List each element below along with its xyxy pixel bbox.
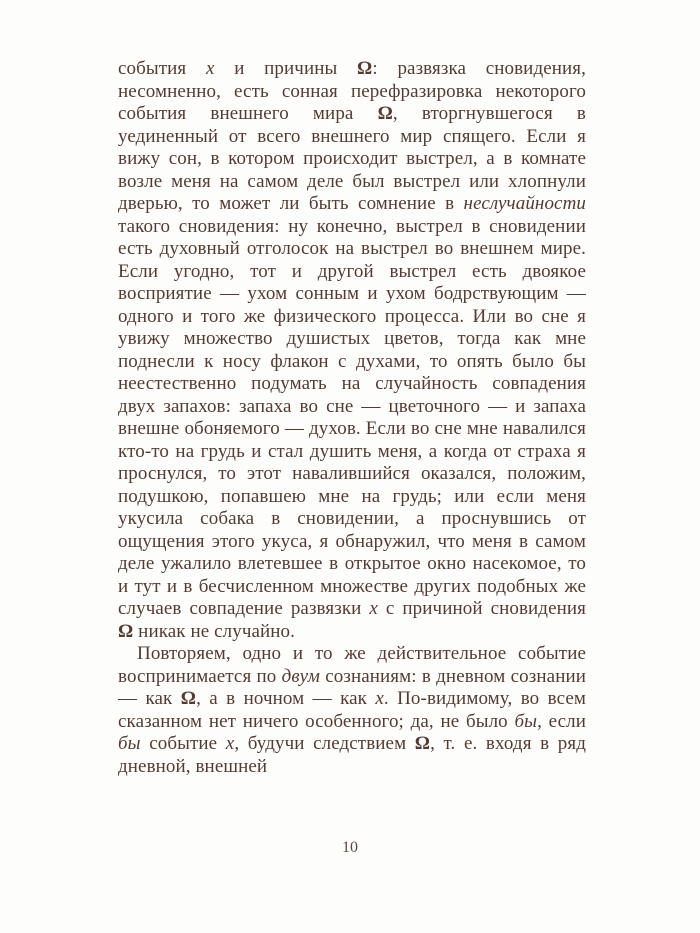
text-run: , т. е. входя в ряд дневной, внешней [118, 733, 586, 777]
text-run: Ω [180, 688, 197, 709]
text-run: Ω [377, 103, 393, 124]
page-number: 10 [342, 839, 358, 856]
text-run: сознаниям: в дневном сознании — как [118, 665, 586, 709]
text-run: x [225, 733, 235, 754]
text-run: неслучайности [463, 193, 586, 214]
text-run: Ω [118, 620, 134, 642]
text-run: никак не случайно. [133, 620, 296, 642]
text-run: с причиной сновидения [377, 598, 586, 619]
page-text-block [118, 58, 586, 778]
text-run: . По-видимому, во всем сказанном нет ничего особенного; да, не было [118, 688, 586, 732]
text-run: бы [514, 710, 538, 732]
text-run: , а в ночном — как [196, 688, 376, 709]
text-run: такого сновидения: ну конечно, выстрел в сновидении есть духовный отголосок на выстрел во внешнем мире. Если угодно, тот и другой выстрел есть двоякое восприятие — ухом сонным и ухом бодрствующим — одного и того же физического процесса. Или во сне я увижу множество душистых цветов, тогда как мне поднесли к носу флакон с духами, то опять было бы неестественно подумать на случайность совпадения двух запахов: запаха во сне — цветочного — и запаха внешне обоняемого — духов. Если во сне мне навалился кто-то на грудь и стал душить меня, а когда от страха я проснулся, то этот навалившийся оказался, положим, подушкою, попавшею мне на грудь; или если меня укусила собака в сновидении, а проснувшись от ощущения этого укуса, я обнаружил, что меня в самом деле ужалило влетевшее в открытое окно насекомое, то и тут и в бесчисленном множестве других подобных же случаев совпадение развязки [118, 215, 586, 619]
text-run: Ω [357, 58, 373, 79]
text-run: : развязка сновидения, несомненно, есть сонная перефразировка некоторого события внешнего мира [118, 58, 586, 124]
text-run: x [205, 58, 215, 79]
paragraph [118, 58, 586, 643]
text-run: Ω [414, 733, 431, 754]
text-run: , вторгнувшегося в уединенный от всего внешнего мир спящего. Если я вижу сон, в котором происходит выстрел, а в комнате возле меня на самом деле был выстрел или хлопнули дверью, то может ли быть сомнение в [118, 103, 586, 214]
text-run: бы [118, 733, 141, 754]
text-run: двум [281, 665, 320, 687]
text-run: x [369, 598, 378, 619]
text-run: , будучи следствием [234, 733, 415, 754]
text-run: события [118, 58, 206, 79]
text-run: x [375, 688, 384, 709]
paragraph [118, 643, 586, 778]
text-run: событие [140, 733, 226, 754]
text-run: и причины [214, 58, 358, 79]
text-run: Повторяем, одно и то же действительное событие воспринимается по [118, 643, 586, 687]
text-run: , если [537, 710, 587, 732]
